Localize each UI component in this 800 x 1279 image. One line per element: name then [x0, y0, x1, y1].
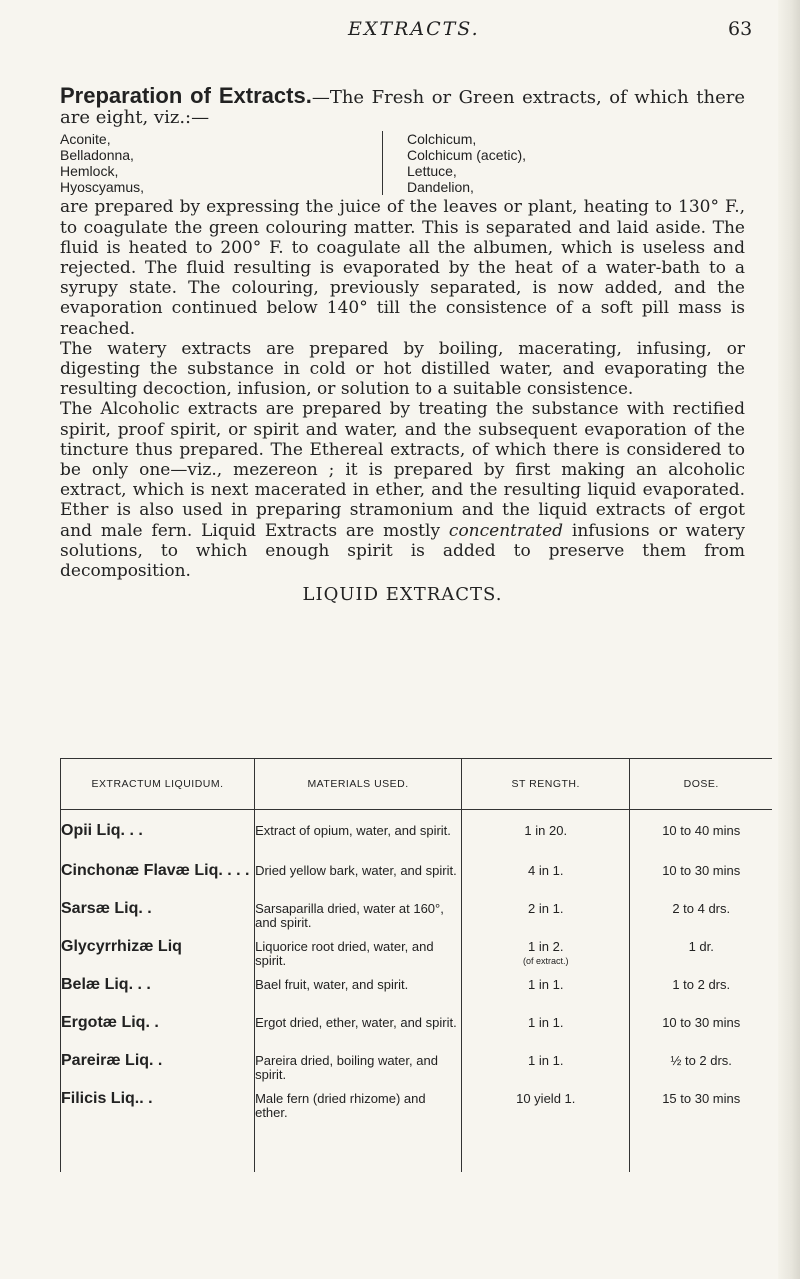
dose-cell: 2 to 4 drs. [630, 902, 772, 940]
table-row [61, 864, 773, 902]
section-heading: Preparation of Extracts. [60, 83, 312, 108]
strength-cell: 2 in 1. [462, 902, 630, 940]
intro-paragraph [60, 83, 746, 129]
extract-name: Cinchonæ Flavæ Liq. . . . [61, 864, 255, 902]
extract-name: Pareiræ Liq. . [61, 1054, 255, 1092]
materials-cell: Ergot dried, ether, water, and spirit. [255, 1016, 462, 1054]
extract-name: Glycyrrhizæ Liq [61, 940, 255, 978]
dose-cell: 1 dr. [630, 940, 772, 978]
strength-cell: 4 in 1. [462, 864, 630, 902]
materials-cell: Liquorice root dried, water, and spirit. [255, 940, 462, 978]
page-number: 63 [728, 18, 753, 40]
column-header: DOSE. [630, 759, 772, 810]
intro-text: —The Fresh or Green extracts, of which there are eight, viz.:— [60, 87, 746, 129]
paragraph-text: infusions or watery solutions, to which enough spirit is added to preserve them from decomposition. [60, 520, 745, 582]
table-title: LIQUID EXTRACTS. [302, 584, 503, 606]
table-row [61, 1016, 773, 1054]
dose-cell: 1 to 2 drs. [630, 978, 772, 1016]
strength-cell: 1 in 1. [462, 978, 630, 1016]
table-row [61, 978, 773, 1016]
table-row [61, 940, 773, 978]
extract-list-right [382, 131, 745, 195]
extract-list [60, 131, 745, 195]
materials-cell: Dried yellow bark, water, and spirit. [255, 864, 462, 902]
column-header: MATERIALS USED. [255, 759, 462, 810]
body-text [60, 83, 746, 606]
extract-name: Sarsæ Liq. . [61, 902, 255, 940]
emphasis-text: concentrated [448, 520, 564, 541]
list-item: Belladonna, [60, 147, 134, 164]
dose-cell: ½ to 2 drs. [630, 1054, 772, 1092]
table-row [61, 1092, 773, 1172]
extract-name: Opii Liq. . . [61, 810, 255, 865]
extract-name: Filicis Liq.. . [61, 1092, 255, 1172]
materials-cell: Pareira dried, boiling water, and spirit. [255, 1054, 462, 1092]
paragraph-text: The Alcoholic extracts are prepared by treating the substance with rectified spirit, proof spirit, or spirit and water, and the subsequent evaporation of the tincture thus prepared. The Ethereal extracts, of which there is considered to be only one—viz., mezereon ; it is prepared by first making an alcoholic extract, which is next macerated in ether, and the resulting liquid evaporated. Ether is also used in preparing stramonium and the liquid extracts of ergot and male fern. Liquid Extracts are mostly [60, 399, 745, 541]
table-row [61, 902, 773, 940]
dose-cell: 15 to 30 mins [630, 1092, 772, 1172]
extract-name: Belæ Liq. . . [61, 978, 255, 1016]
strength-cell: 1 in 20. [462, 810, 630, 865]
running-head [0, 18, 780, 42]
running-head-title: EXTRACTS. [348, 18, 480, 40]
table-row [61, 810, 773, 865]
list-item: Hyoscyamus, [60, 179, 145, 196]
extract-list-left [60, 131, 398, 195]
dose-cell: 10 to 40 mins [630, 810, 772, 865]
column-header: EXTRACTUM LIQUIDUM. [61, 759, 255, 810]
materials-cell: Extract of opium, water, and spirit. [255, 810, 462, 865]
table-header-row [61, 759, 773, 810]
materials-cell: Male fern (dried rhizome) and ether. [255, 1092, 462, 1172]
list-item: Colchicum, [407, 131, 477, 148]
list-item: Colchicum (acetic), [407, 147, 527, 164]
column-header: ST RENGTH. [462, 759, 630, 810]
page-edge [778, 0, 800, 1279]
strength-cell: 1 in 1. [462, 1016, 630, 1054]
materials-cell: Bael fruit, water, and spirit. [255, 978, 462, 1016]
paragraph: The watery extracts are prepared by boiling, macerating, infusing, or digesting the substance in cold or hot distilled water, and evaporating the resulting decoction, infusion, or solution to a suitable consistence. [60, 338, 745, 400]
strength-cell: 10 yield 1. [462, 1092, 630, 1172]
list-item: Lettuce, [407, 163, 457, 180]
paragraph [60, 399, 745, 581]
dose-cell: 10 to 30 mins [630, 864, 772, 902]
list-item: Aconite, [60, 131, 111, 148]
strength-cell: 1 in 1. [462, 1054, 630, 1092]
paragraph: are prepared by expressing the juice of the leaves or plant, heating to 130° F., to coagulate the green colouring matter. This is separated and laid aside. The fluid is heated to 200° F. to coagulate all the albumen, which is useless and rejected. The fluid resulting is evaporated by the heat of a water-bath to a syrupy state. The colouring, previously separated, is now added, and the evaporation continued below 140° till the consistence of a soft pill mass is reached. [60, 197, 745, 339]
list-item: Hemlock, [60, 163, 119, 180]
strength-cell [462, 940, 630, 978]
dose-cell: 10 to 30 mins [630, 1016, 772, 1054]
liquid-extracts-table [60, 758, 772, 1172]
table-row [61, 1054, 773, 1092]
strength-value: 1 in 2. [528, 939, 564, 954]
list-item: Dandelion, [407, 179, 474, 196]
materials-cell: Sarsaparilla dried, water at 160°, and spirit. [255, 902, 462, 940]
extract-name: Ergotæ Liq. . [61, 1016, 255, 1054]
strength-note: (of extract.) [522, 956, 569, 966]
